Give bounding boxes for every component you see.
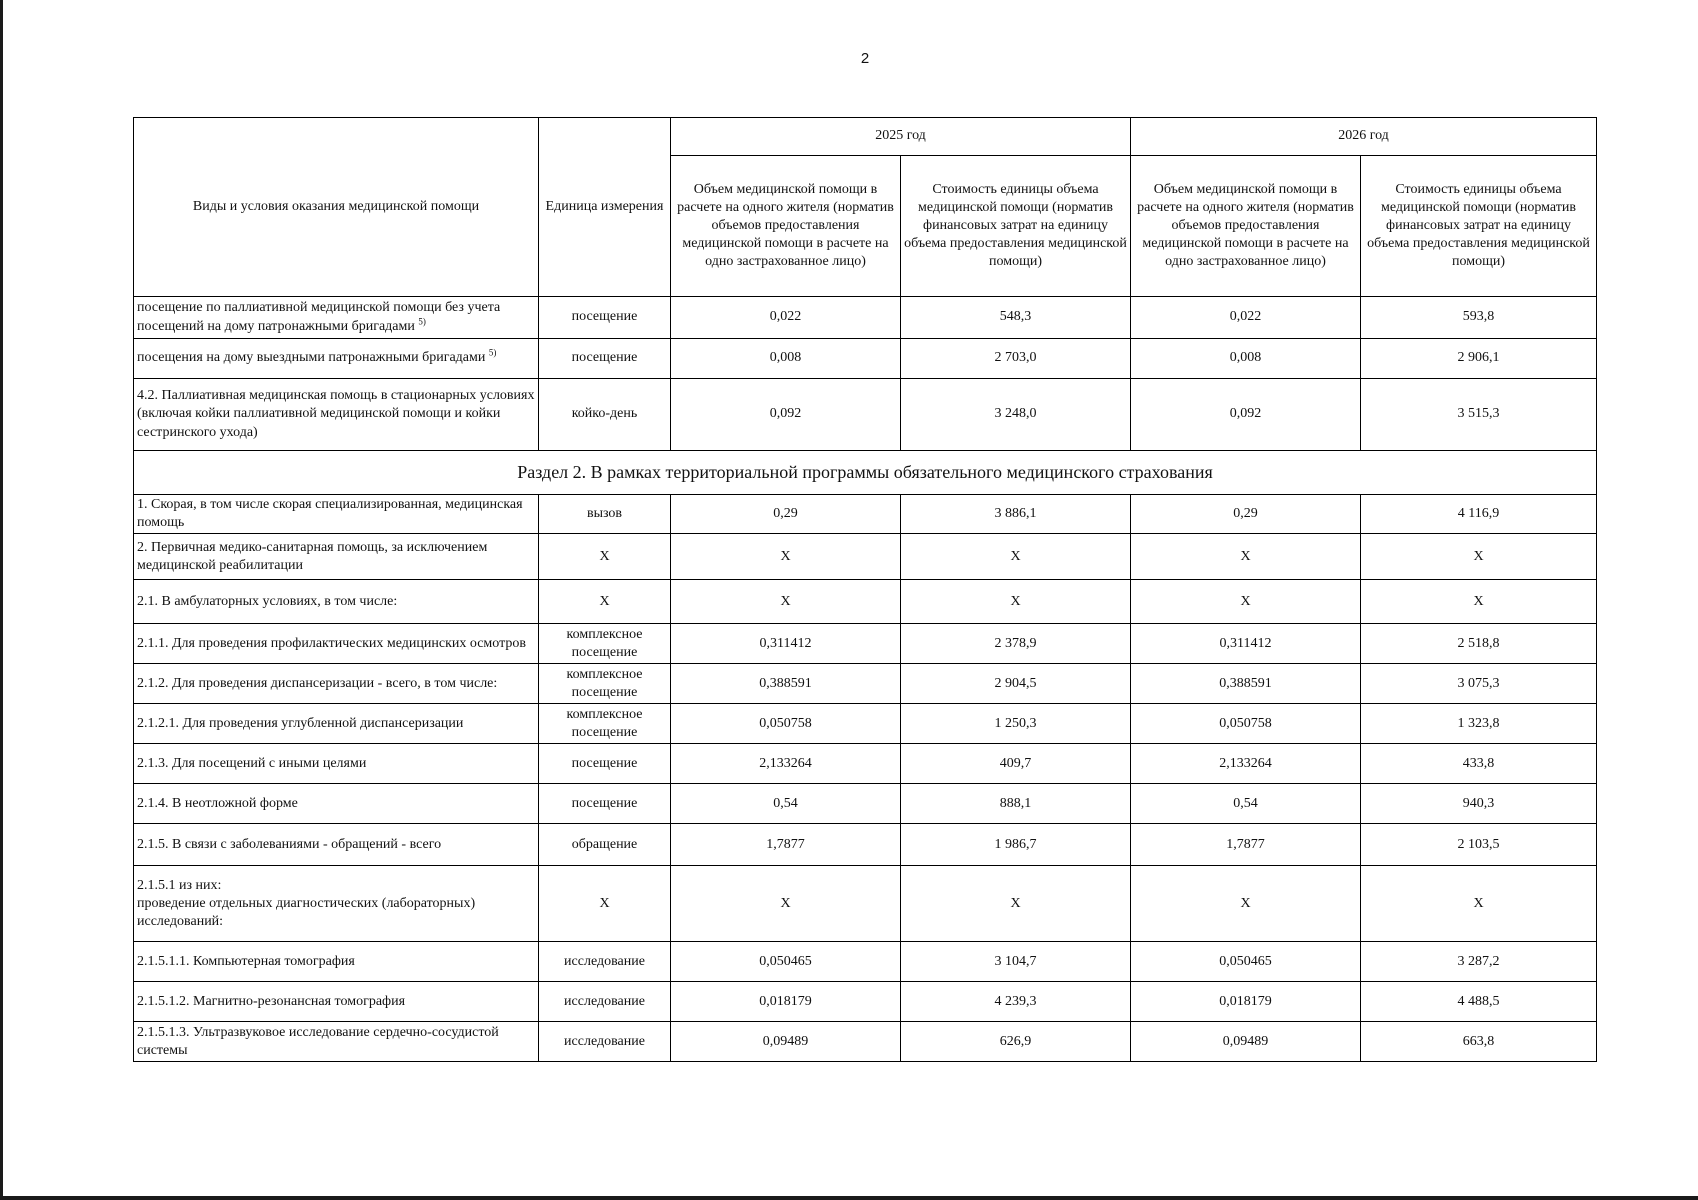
header-row-years [134, 118, 1597, 156]
unit-cell: обращение [539, 824, 671, 866]
row-name-cell [134, 580, 539, 624]
table-row [134, 942, 1597, 982]
unit-cell: посещение [539, 744, 671, 784]
volume-2025-cell: 0,050758 [671, 704, 901, 744]
row-name: 2.1.5.1.2. Магнитно-резонансная томография [137, 993, 406, 1009]
volume-2025-cell: 0,022 [671, 297, 901, 339]
row-name: 2.1.1. Для проведения профилактических медицинских осмотров [137, 635, 527, 651]
cost-2025-cell: 4 239,3 [901, 982, 1131, 1022]
cost-2026-cell: 3 075,3 [1361, 664, 1597, 704]
cost-2025-cell: 3 248,0 [901, 379, 1131, 451]
header-year-2026: 2026 год [1131, 118, 1597, 156]
header-volume-2026: Объем медицинской помощи в расчете на одного жителя (норматив объемов предоставления медицинской помощи в расчете на одно застрахованное лицо) [1131, 156, 1361, 297]
volume-2025-cell: 0,018179 [671, 982, 901, 1022]
table-row [134, 744, 1597, 784]
unit-cell: исследование [539, 982, 671, 1022]
table-row [134, 866, 1597, 942]
volume-2025-cell: X [671, 866, 901, 942]
cost-2025-cell: X [901, 534, 1131, 580]
unit-cell: исследование [539, 942, 671, 982]
row-name: 2.1.5.1.1. Компьютерная томография [137, 953, 355, 969]
row-name-cell [134, 664, 539, 704]
header-cost-2025: Стоимость единицы объема медицинской помощи (норматив финансовых затрат на единицу объема предоставления медицинской помощи) [901, 156, 1131, 297]
table-row [134, 982, 1597, 1022]
volume-2026-cell: 0,008 [1131, 339, 1361, 379]
table-row [134, 1022, 1597, 1062]
row-name-cell [134, 534, 539, 580]
unit-cell: комплексное посещение [539, 664, 671, 704]
volume-2025-cell: 1,7877 [671, 824, 901, 866]
cost-2026-cell: X [1361, 534, 1597, 580]
cost-2026-cell: 433,8 [1361, 744, 1597, 784]
volume-2025-cell: 0,09489 [671, 1022, 901, 1062]
table-row [134, 339, 1597, 379]
page-number: 2 [860, 50, 870, 67]
unit-cell: X [539, 866, 671, 942]
unit-cell: посещение [539, 297, 671, 339]
row-name-cell [134, 784, 539, 824]
volume-2026-cell: 0,311412 [1131, 624, 1361, 664]
row-name: 2. Первичная медико-санитарная помощь, за исключением медицинской реабилитации [137, 539, 488, 573]
unit-cell: койко-день [539, 379, 671, 451]
header-volume-2025: Объем медицинской помощи в расчете на одного жителя (норматив объемов предоставления медицинской помощи в расчете на одно застрахованное лицо) [671, 156, 901, 297]
volume-2026-cell: 2,133264 [1131, 744, 1361, 784]
volume-2025-cell: 0,311412 [671, 624, 901, 664]
row-name: посещение по паллиативной медицинской помощи без учета посещений на дому патронажными бригадами [137, 300, 501, 334]
cost-2026-cell: 663,8 [1361, 1022, 1597, 1062]
cost-2025-cell: 1 986,7 [901, 824, 1131, 866]
table-row [134, 534, 1597, 580]
unit-cell: исследование [539, 1022, 671, 1062]
volume-2026-cell: 0,092 [1131, 379, 1361, 451]
row-name: 2.1.5.1.3. Ультразвуковое исследование сердечно-сосудистой системы [137, 1024, 499, 1058]
volume-2025-cell: 2,133264 [671, 744, 901, 784]
volume-2026-cell: 0,54 [1131, 784, 1361, 824]
footnote-mark: 5) [488, 347, 497, 358]
cost-2026-cell: 2 518,8 [1361, 624, 1597, 664]
unit-cell: комплексное посещение [539, 624, 671, 664]
volume-2026-cell: 0,29 [1131, 495, 1361, 534]
row-name-cell [134, 744, 539, 784]
row-name: 2.1.4. В неотложной форме [137, 795, 298, 811]
volume-2026-cell: 0,022 [1131, 297, 1361, 339]
volume-2026-cell: 0,018179 [1131, 982, 1361, 1022]
header-type: Виды и условия оказания медицинской помощи [134, 118, 539, 297]
row-name: 4.2. Паллиативная медицинская помощь в стационарных условиях (включая койки паллиативной медицинской помощи и койки сестринского ухода) [137, 388, 535, 440]
volume-2026-cell: X [1131, 534, 1361, 580]
volume-2025-cell: 0,388591 [671, 664, 901, 704]
table-row [134, 704, 1597, 744]
row-name: 2.1.2. Для проведения диспансеризации - всего, в том числе: [137, 675, 498, 691]
cost-2025-cell: 1 250,3 [901, 704, 1131, 744]
cost-2026-cell: 1 323,8 [1361, 704, 1597, 744]
row-name-cell [134, 495, 539, 534]
cost-2026-cell: 4 116,9 [1361, 495, 1597, 534]
scan-edge-left [0, 0, 3, 1200]
volume-2026-cell: 1,7877 [1131, 824, 1361, 866]
cost-2025-cell: 626,9 [901, 1022, 1131, 1062]
row-name: 1. Скорая, в том числе скорая специализированная, медицинская помощь [137, 497, 523, 531]
header-unit: Единица измерения [539, 118, 671, 297]
volume-2026-cell: 0,09489 [1131, 1022, 1361, 1062]
row-name-cell [134, 624, 539, 664]
row-name: 2.1.2.1. Для проведения углубленной диспансеризации [137, 715, 464, 731]
cost-2026-cell: 3 287,2 [1361, 942, 1597, 982]
volume-2025-cell: 0,008 [671, 339, 901, 379]
cost-2026-cell: 3 515,3 [1361, 379, 1597, 451]
volume-2025-cell: X [671, 534, 901, 580]
section-row [134, 451, 1597, 495]
row-name-cell [134, 1022, 539, 1062]
volume-2025-cell: 0,092 [671, 379, 901, 451]
table-row [134, 297, 1597, 339]
row-name-cell [134, 297, 539, 339]
row-name: 2.1. В амбулаторных условиях, в том числе: [137, 593, 398, 609]
row-name-cell [134, 379, 539, 451]
cost-2025-cell: 888,1 [901, 784, 1131, 824]
header-cost-2026: Стоимость единицы объема медицинской помощи (норматив финансовых затрат на единицу объема предоставления медицинской помощи) [1361, 156, 1597, 297]
cost-2025-cell: 409,7 [901, 744, 1131, 784]
cost-2025-cell: X [901, 866, 1131, 942]
cost-2025-cell: X [901, 580, 1131, 624]
row-name: посещения на дому выездными патронажными бригадами [137, 350, 486, 366]
row-name: 2.1.3. Для посещений с иными целями [137, 755, 367, 771]
volume-2026-cell: 0,050758 [1131, 704, 1361, 744]
cost-2026-cell: 4 488,5 [1361, 982, 1597, 1022]
cost-2026-cell: X [1361, 580, 1597, 624]
cost-2025-cell: 3 104,7 [901, 942, 1131, 982]
row-name-cell [134, 704, 539, 744]
table-row [134, 784, 1597, 824]
section-title: Раздел 2. В рамках территориальной программы обязательного медицинского страхования [134, 451, 1597, 495]
cost-2025-cell: 548,3 [901, 297, 1131, 339]
scan-edge-bottom [0, 1196, 1698, 1200]
unit-cell: комплексное посещение [539, 704, 671, 744]
volume-2026-cell: X [1131, 866, 1361, 942]
row-name-cell [134, 866, 539, 942]
row-name-cell [134, 339, 539, 379]
cost-2026-cell: 593,8 [1361, 297, 1597, 339]
header-year-2025: 2025 год [671, 118, 1131, 156]
row-name-cell [134, 982, 539, 1022]
cost-2026-cell: X [1361, 866, 1597, 942]
unit-cell: X [539, 534, 671, 580]
table-row [134, 664, 1597, 704]
medical-care-norms-table [133, 117, 1597, 1062]
table-row [134, 824, 1597, 866]
unit-cell: посещение [539, 339, 671, 379]
volume-2025-cell: 0,050465 [671, 942, 901, 982]
table-row [134, 495, 1597, 534]
row-name-cell [134, 942, 539, 982]
cost-2026-cell: 940,3 [1361, 784, 1597, 824]
row-name: 2.1.5. В связи с заболеваниями - обращений - всего [137, 836, 442, 852]
footnote-mark: 5) [418, 315, 426, 326]
cost-2025-cell: 3 886,1 [901, 495, 1131, 534]
cost-2025-cell: 2 904,5 [901, 664, 1131, 704]
unit-cell: вызов [539, 495, 671, 534]
volume-2026-cell: 0,050465 [1131, 942, 1361, 982]
cost-2026-cell: 2 103,5 [1361, 824, 1597, 866]
table-row [134, 580, 1597, 624]
volume-2026-cell: 0,388591 [1131, 664, 1361, 704]
cost-2025-cell: 2 378,9 [901, 624, 1131, 664]
row-name-cell [134, 824, 539, 866]
volume-2025-cell: X [671, 580, 901, 624]
table-row [134, 379, 1597, 451]
table-row [134, 624, 1597, 664]
cost-2025-cell: 2 703,0 [901, 339, 1131, 379]
cost-2026-cell: 2 906,1 [1361, 339, 1597, 379]
row-name: 2.1.5.1 из них: проведение отдельных диагностических (лабораторных) исследований: [137, 877, 476, 929]
unit-cell: посещение [539, 784, 671, 824]
unit-cell: X [539, 580, 671, 624]
volume-2025-cell: 0,54 [671, 784, 901, 824]
volume-2025-cell: 0,29 [671, 495, 901, 534]
volume-2026-cell: X [1131, 580, 1361, 624]
